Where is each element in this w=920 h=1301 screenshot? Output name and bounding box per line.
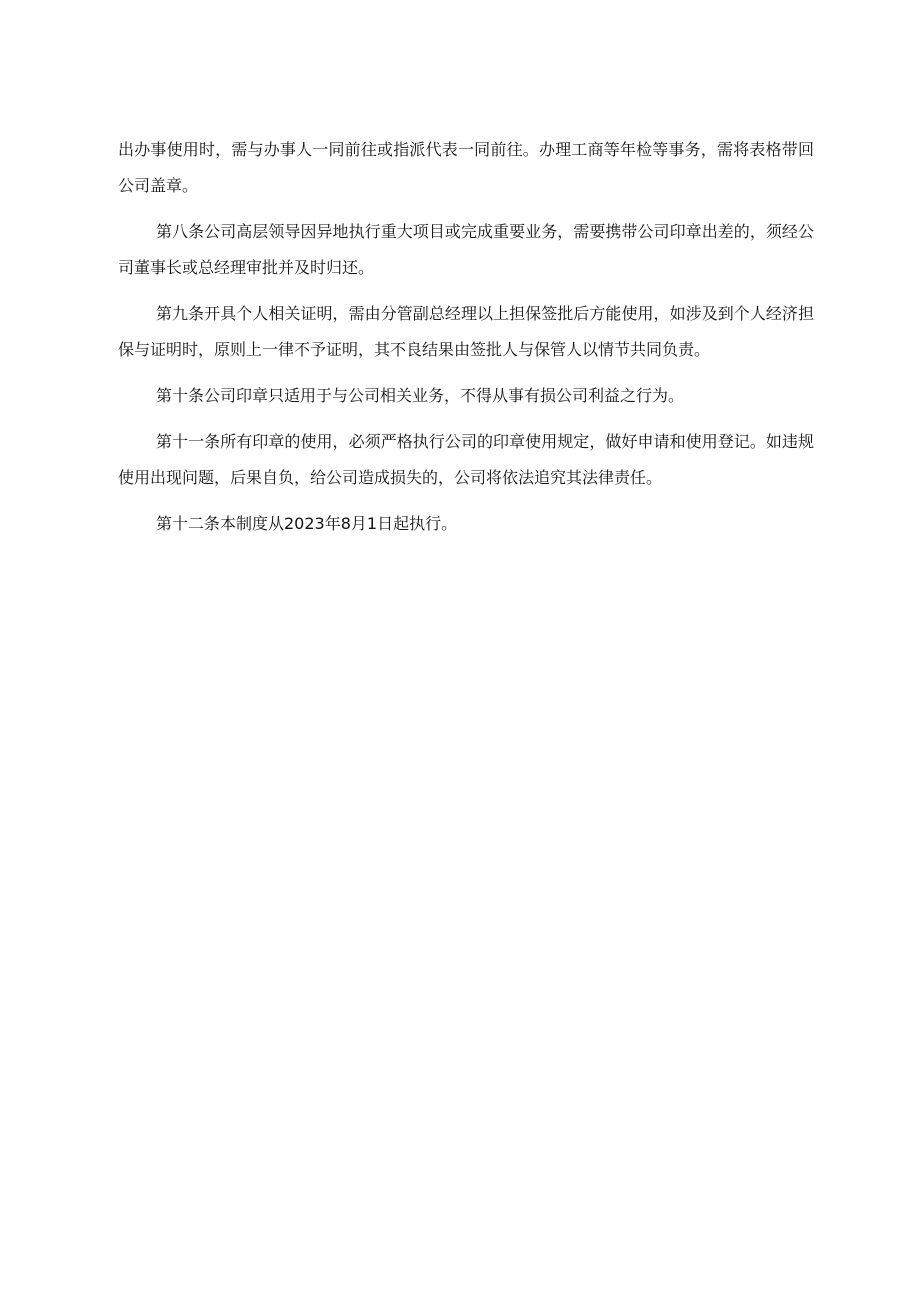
paragraph-article-8: 第八条公司高层领导因异地执行重大项目或完成重要业务，需要携带公司印章出差的，须经公司董事长或总经理审批并及时归还。 — [118, 222, 814, 277]
paragraph-article-12: 第十二条本制度从2023年8月1日起执行。 — [156, 514, 458, 533]
paragraph-article-10: 第十条公司印章只适用于与公司相关业务，不得从事有损公司利益之行为。 — [156, 386, 685, 405]
paragraph-article-9: 第九条开具个人相关证明，需由分管副总经理以上担保签批后方能使用，如涉及到个人经济担保与证明时，原则上一律不予证明，其不良结果由签批人与保管人以情节共同负责。 — [118, 304, 814, 359]
paragraph-article-11: 第十一条所有印章的使用，必须严格执行公司的印章使用规定，做好申请和使用登记。如违规使用出现问题，后果自负，给公司造成损失的，公司将依法追究其法律责任。 — [118, 432, 814, 487]
document-body — [118, 132, 814, 542]
paragraph-continued: 出办事使用时，需与办事人一同前往或指派代表一同前往。办理工商等年检等事务，需将表格带回公司盖章。 — [118, 140, 814, 195]
